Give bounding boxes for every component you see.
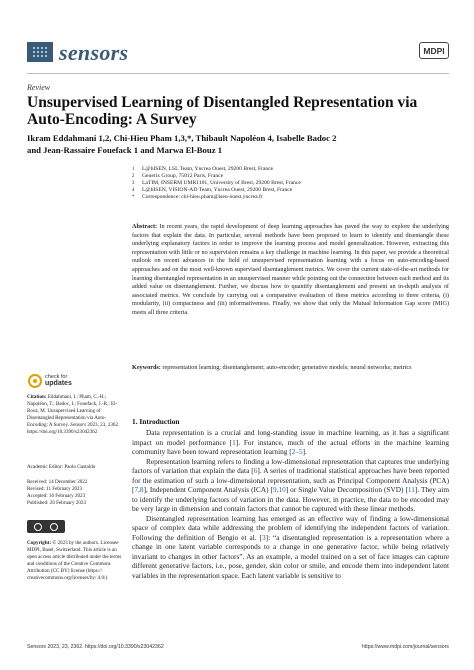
article-type: Review [27, 83, 51, 92]
date-published: Published: 20 February 2023 [27, 500, 86, 506]
footer-citation: Sensors 2023, 23, 2362. https://doi.org/10.3390/s23042362 [27, 644, 164, 650]
header-divider [27, 73, 449, 74]
keywords [132, 364, 449, 373]
keywords-text: representation learning; disentanglement; auto-encoder; generative models; neural networks; metrics [162, 364, 412, 371]
author-line-1: Ikram Eddahmani 1,2, Chi-Hieu Pham 1,3,*, Thibault Napoléon 4, Isabelle Badoc 2 [27, 133, 337, 143]
publication-dates [27, 479, 125, 507]
date-accepted: Accepted: 16 February 2023 [27, 493, 86, 499]
affiliation-item: 1 L@bISEN, LSL Team, Yncrea Ouest, 29200 Brest, France [132, 166, 274, 172]
author-list [27, 133, 449, 156]
section-heading: 1. Introduction [132, 417, 180, 426]
paper-title: Unsupervised Learning of Disentangled Representation via Auto-Encoding: A Survey [27, 94, 418, 128]
journal-logo-icon [27, 42, 53, 62]
author-line-2: and Jean-Rassaire Fouefack 1 and Marwa El-Bouz 1 [27, 144, 223, 155]
check-for-updates-button[interactable]: check for updates [28, 374, 88, 390]
keywords-label: Keywords: [132, 364, 161, 371]
citation-link[interactable]: 6 [253, 466, 258, 475]
citation-block: Citation: Eddahmani, I.; Pham, C.-H.; Napoléon, T.; Badoc, I.; Fouefack, J.-R.; El-Bouz, M. Unsupervised Learning of Disentangled Representation via Auto-Encoding: A Survey. Sensors 2023, 23, 2362. https://doi.org/10.3390/s23042362 [27, 394, 120, 435]
academic-editor: Academic Editor: Paolo Gastaldo [27, 464, 96, 470]
affiliation-item: 3 LaTIM, INSERM UMR1101, University of Brest, 29200 Brest, France [132, 180, 301, 186]
paragraph: Data representation is a crucial and long-standing issue in machine learning, as it has a significant impact on model performance [1]. For instance, much of the actual efforts in the machine learning community have been toward representation learning [2–5]. [132, 428, 450, 456]
journal-header [27, 14, 449, 64]
paragraph: Disentangled representation learning has emerged as an effective way of finding a low-dimensional space of complex data while addressing the problem of identifying the independent factors of variation. Following the definition of Bengio et al. [3]: “a disentangled representation is a representation where a change in one latent variable corresponds to a change in one generative factor, while being relatively invariant to changes in other factors”. As an example, a model trained on a set of face images can capture different generative factors, i.e., pose, gender, skin color or smile, and encode them into independent latent variables in the representation space. Each latent variable is sensitive to [132, 513, 449, 580]
citation-link[interactable]: 11 [407, 485, 415, 494]
affiliation-item: 2 Generix Group, 75012 Paris, France [132, 173, 224, 179]
date-revised: Revised: 11 February 2023 [27, 486, 83, 492]
copyright-block: Copyright: © 2023 by the authors. Licensee MDPI, Basel, Switzerland. This article is an open access article distributed under the terms and conditions of the Creative Commons Attribution (CC BY) license (https:// creativecommons.org/licenses/by/ 4.0/). [27, 540, 122, 581]
affiliation-item: 4 L@bISEN, VISION-AD Team, Yncrea Ouest, 29200 Brest, France [132, 187, 293, 193]
citation-link[interactable]: 3 [261, 532, 266, 542]
page-footer [27, 644, 449, 650]
body-text [132, 428, 449, 580]
abstract-label: Abstract: [132, 223, 158, 230]
paragraph: Representation learning refers to finding a low-dimensional representation that captures true underlying factors of variation that explain the data [6]. A series of traditional statistical approaches have been reported for the estimation of such a low-dimensional representation, such as Principal Component Analysis (PCA) [7,8], Independent Component Analysis (ICA) [9,10] or Single Value Decomposition (SVD) [11]. They aim to identify the underlying factors of variation in the data. However, in practice, the data to be encoded may be very large in dimension and contain factors that cannot be captured with these linear methods. [132, 456, 449, 513]
correspondence: * Correspondence: chi-hieu.pham@isen-ouest.yncrea.fr [132, 194, 263, 200]
citation-link[interactable]: 7,8 [134, 485, 144, 494]
date-received: Received: 14 December 2022 [27, 479, 88, 485]
doi-link[interactable]: 2023, 23, 2362. https://doi.org/10.3390/s23042362 [27, 422, 120, 435]
footer-journal-link[interactable]: https://www.mdpi.com/journal/sensors [361, 644, 449, 650]
citation-link[interactable]: 2–5 [291, 447, 303, 456]
citation-link[interactable]: 1 [232, 437, 236, 447]
abstract-text: In recent years, the rapid development of deep learning approaches has paved the way to explore the underlying factors that explain the data. In particular, several methods have been proposed to learn to identify and disentangle these underlying explanatory factors in order to improve the learning process and model generalization. However, extracting this representation with little or no supervision remains a key challenge in machine learning. In this paper, we provide a theoretical outlook on recent advances in the field of unsupervised representation learning with a focus on auto-encoding-based approaches and on the most well-known supervised disentanglement metrics. We cover the current state-of-the-art methods for learning disentangled representation in an unsupervised manner while pointing out the connection between each method and its added value on disentanglement. Further, we discuss how to quantify disentanglement and present an in-depth analysis of associated metrics. We conclude by carrying out a comparative evaluation of these metrics according to three criteria, (i) modularity, (ii) compactness and (iii) informativeness. Finally, we show that only the Mutual Information Gap score (MIG) meets all three criteria. [132, 223, 449, 316]
abstract [132, 223, 449, 318]
affiliations [132, 166, 449, 201]
cc-by-license-icon[interactable] [27, 520, 65, 533]
journal-name: sensors [59, 40, 129, 65]
check-updates-icon [28, 374, 42, 388]
citation-link[interactable]: 9,10 [272, 485, 286, 494]
publisher-logo: MDPI [419, 42, 449, 59]
